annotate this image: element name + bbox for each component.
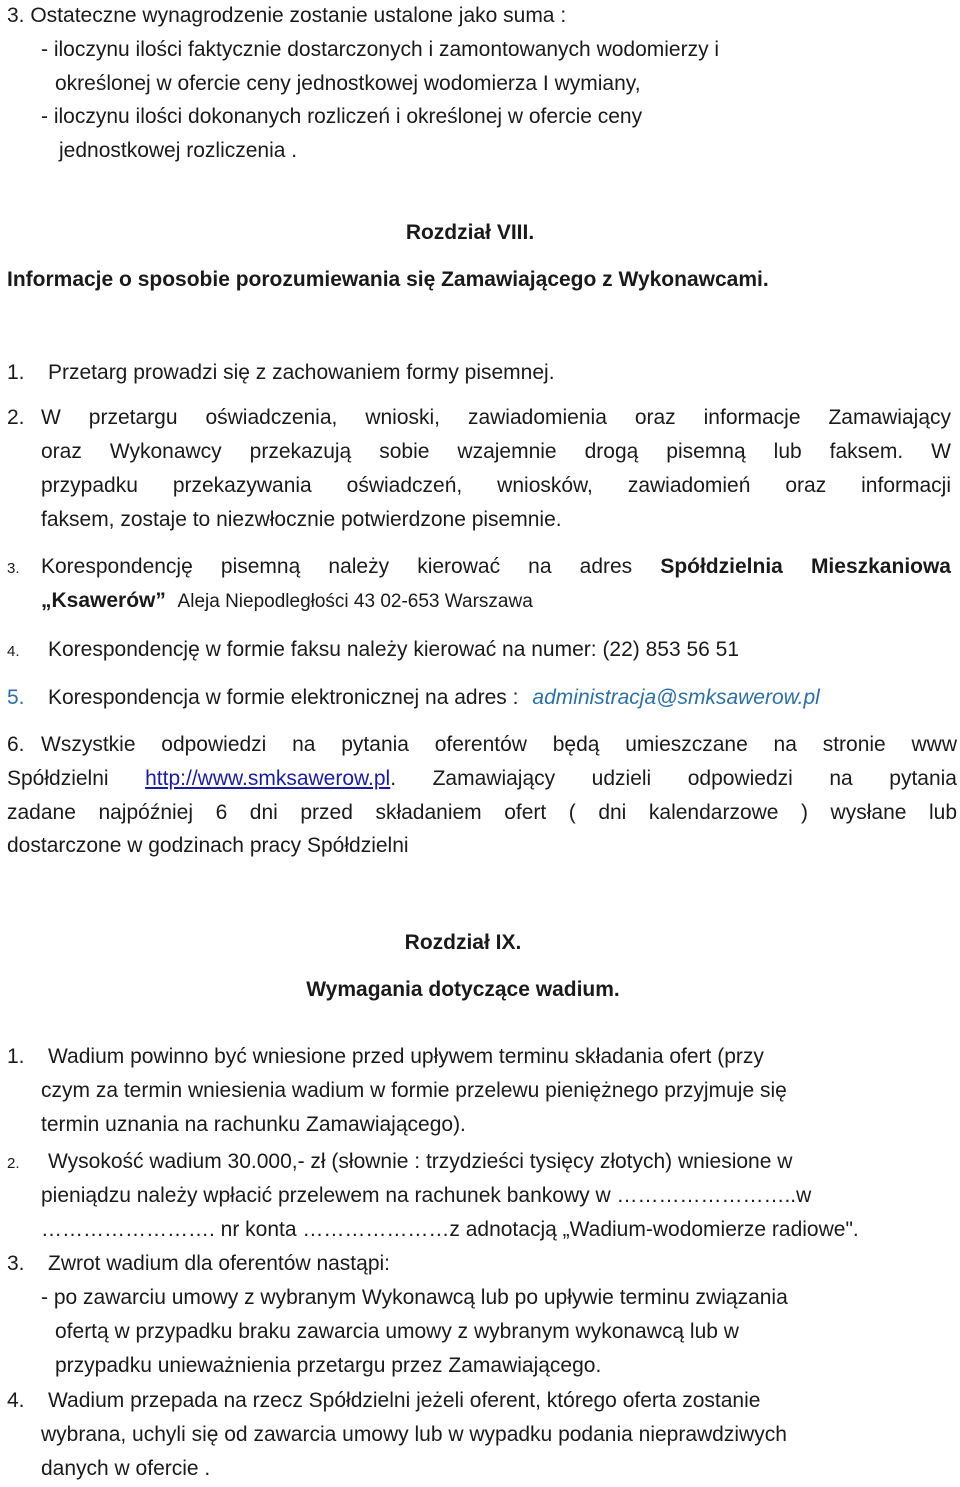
ch8-item3-line1: [41, 554, 951, 580]
item-number: 1.: [7, 361, 25, 384]
item-text: Korespondencję w formie faksu należy kierować na numer: (22) 853 56 51: [48, 638, 740, 661]
ch8-item6-line4: dostarczone w godzinach pracy Spółdzielni: [7, 834, 409, 857]
ch8-item2-line2: oraz Wykonawcy przekazują sobie wzajemnie drogą pisemną lub faksem. W: [41, 440, 951, 463]
ch8-item2-line3: przypadku przekazywania oświadczeń, wniosków, zawiadomień oraz informacji: [41, 474, 951, 497]
item-text: Spółdzielni: [7, 767, 109, 790]
item-number: 4.: [7, 643, 20, 660]
ch9-item3-line2: - po zawarciu umowy z wybranym Wykonawcą lub po upływie terminu związania: [41, 1286, 788, 1309]
ch9-item3-line3: ofertą w przypadku braku zawarcia umowy z wybranym wykonawcą lub w: [55, 1320, 739, 1343]
item-number: 4.: [7, 1389, 25, 1412]
ch9-item2: [7, 1149, 792, 1177]
ch9-item3-line4: przypadku unieważnienia przetargu przez Zamawiającego.: [55, 1354, 602, 1377]
item-number: 3.: [7, 1252, 25, 1275]
section3-line2: - iloczynu ilości faktycznie dostarczonych i zamontowanych wodomierzy i: [41, 38, 720, 61]
section3-line5: jednostkowej rozliczenia .: [59, 139, 298, 162]
address-street: Aleja Niepodległości 43 02-653 Warszawa: [177, 591, 533, 612]
item-text: Korespondencję pisemną należy kierować na adres: [41, 555, 633, 578]
item-number: 3.: [7, 560, 20, 577]
item-text: . Zamawiający udzieli odpowiedzi na pytania: [390, 767, 957, 790]
item-number: 6.: [7, 733, 25, 756]
section3-line4: - iloczynu ilości dokonanych rozliczeń i określonej w ofercie ceny: [41, 105, 643, 128]
ch9-item4: [7, 1388, 760, 1414]
ch9-item1-line2: czym za termin wniesienia wadium w formie przelewu pieniężnego przyjmuje się: [41, 1079, 787, 1102]
ch9-item3: [7, 1251, 390, 1277]
ch9-item4-line2: wybrana, uchyli się od zawarcia umowy lub w wypadku podania nieprawdziwych: [41, 1423, 787, 1446]
chapter9-title: Wymagania dotyczące wadium.: [306, 978, 620, 1001]
website-link[interactable]: http://www.smksawerow.pl: [145, 767, 391, 790]
ch9-item2-line3: ……………………. nr konta …………………z adnotacją „Wadium-wodomierze radiowe".: [41, 1218, 859, 1241]
address-name: „Ksawerów”: [41, 589, 166, 612]
item-text: Zwrot wadium dla oferentów nastąpi:: [48, 1252, 390, 1275]
ch9-item1-line3: termin uznania na rachunku Zamawiającego).: [41, 1113, 466, 1136]
ch9-item4-line3: danych w ofercie .: [41, 1457, 211, 1480]
ch8-item6-line3: zadane najpóźniej 6 dni przed składaniem ofert ( dni kalendarzowe ) wysłane lub: [7, 801, 957, 824]
item-number: 1.: [7, 1045, 25, 1068]
item-text: Korespondencja w formie elektronicznej na adres :: [48, 686, 519, 709]
address-bold: Spółdzielnia Mieszkaniowa: [660, 555, 951, 578]
ch9-item1: [7, 1044, 764, 1070]
ch8-item2-line1: W przetargu oświadczenia, wnioski, zawiadomienia oraz informacje Zamawiający: [41, 406, 951, 429]
item-text: Wysokość wadium 30.000,- zł (słownie : trzydzieści tysięcy złotych) wniesione w: [48, 1150, 793, 1173]
chapter8-title: Informacje o sposobie porozumiewania się Zamawiającego z Wykonawcami.: [7, 268, 769, 291]
ch9-item2-line2: pieniądzu należy wpłacić przelewem na rachunek bankowy w ……………………..w: [41, 1184, 812, 1207]
item-text: Wadium powinno być wniesione przed upływem terminu składania ofert (przy: [48, 1045, 764, 1068]
ch8-item6-line1: Wszystkie odpowiedzi na pytania oferentów będą umieszczane na stronie www: [41, 733, 957, 756]
ch8-item4: [7, 637, 739, 665]
ch8-item5: [7, 685, 820, 711]
item-number: 5.: [7, 686, 25, 709]
section3-line3: określonej w ofercie ceny jednostkowej wodomierza I wymiany,: [55, 72, 641, 95]
chapter9-heading: Rozdział IX.: [404, 931, 522, 954]
ch8-item3-line2: [41, 588, 533, 615]
chapter8-heading: Rozdział VIII.: [405, 221, 535, 244]
email-link[interactable]: administracja@smksawerow.pl: [532, 686, 820, 709]
ch8-item1: [7, 360, 555, 386]
item-text: Wadium przepada na rzecz Spółdzielni jeżeli oferent, którego oferta zostanie: [48, 1389, 761, 1412]
item-number: 2.: [7, 406, 25, 429]
ch8-item2-line4: faksem, zostaje to niezwłocznie potwierdzone pisemnie.: [41, 508, 562, 531]
ch8-item6-line2: [7, 766, 957, 792]
item-text: Przetarg prowadzi się z zachowaniem formy pisemnej.: [48, 361, 555, 384]
item-number: 2.: [7, 1155, 20, 1172]
section3-line1: 3. Ostateczne wynagrodzenie zostanie ustalone jako suma :: [7, 4, 567, 27]
